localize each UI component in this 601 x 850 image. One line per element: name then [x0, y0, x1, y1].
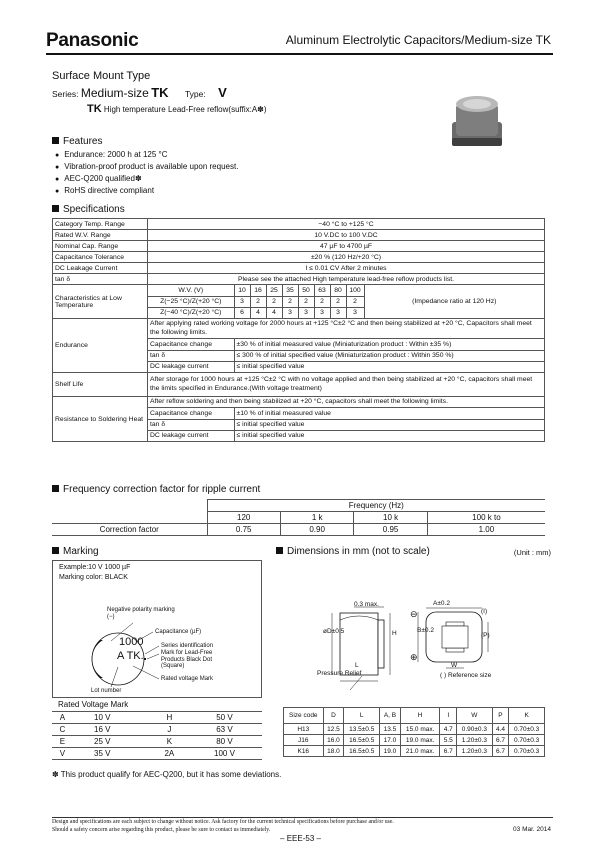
freq-heading: Frequency correction factor for ripple current	[52, 484, 260, 495]
spec-label: Resistance to Soldering Heat	[53, 397, 148, 442]
dims-header: L	[344, 708, 380, 724]
dims-cell: 6.7	[440, 746, 457, 757]
solder-intro: After reflow soldering and then being stabilized at +20 °C, capacitors shall meet the following limits.	[148, 397, 544, 408]
z-cell: 2	[282, 296, 298, 307]
dim-label-max: 0.3 max.	[354, 601, 379, 608]
callout-negative: Negative polarity marking (−)	[107, 607, 175, 620]
freq-table	[52, 499, 545, 536]
rvm-voltage: 16 V	[73, 724, 132, 736]
table-row	[52, 724, 262, 736]
rvm-voltage: 80 V	[187, 736, 262, 748]
spec-label: Endurance	[53, 319, 148, 373]
footer-line: Should a safety concern arise regarding this product, please be sure to contact us immediately.	[52, 826, 271, 833]
spec-value: −40 °C to +125 °C	[148, 219, 545, 230]
factor-cell: 1.00	[427, 524, 545, 536]
callout-capacitance: Capacitance (µF)	[155, 629, 202, 635]
feature-item: ● AEC-Q200 qualified✽	[55, 173, 238, 185]
dims-cell: 13.5±0.5	[344, 724, 380, 735]
spec-value: Please see the attached High temperature lead-free reflow products list.	[148, 274, 545, 285]
dims-cell: 0.70±0.3	[509, 724, 545, 735]
callout-mark: Mark for Lead-Free Products Black Dot (Square)	[161, 650, 213, 669]
spec-row	[53, 263, 545, 274]
limit-key: Capacitance change	[148, 408, 234, 419]
spec-row	[53, 219, 545, 230]
footer-date: 03 Mar. 2014	[513, 826, 551, 833]
impedance-note: (Impedance ratio at 120 Hz)	[412, 298, 497, 305]
z-cell: 6	[234, 307, 250, 318]
spec-label: Shelf Life	[53, 373, 148, 397]
limit-value: ≤ initial specified value	[236, 432, 305, 440]
z-cell: 3	[234, 296, 250, 307]
spec-row	[53, 241, 545, 252]
series-label: Series:	[52, 89, 79, 99]
dims-cell: 19.0	[380, 746, 401, 757]
footer-disclaimer	[52, 819, 394, 834]
marking-body-code: A TK.	[117, 650, 144, 662]
z-cell: 4	[266, 307, 282, 318]
mount-type-heading: Surface Mount Type	[52, 70, 151, 82]
brand-logo: Panasonic	[46, 30, 139, 51]
page-header-title: Aluminum Electrolytic Capacitors/Medium-size TK	[285, 33, 551, 47]
tk-line	[87, 103, 267, 115]
freq-cell: 120	[207, 512, 280, 524]
dim-label-relief: Pressure Relief	[317, 670, 362, 677]
freq-cell: 1 k	[280, 512, 353, 524]
freq-cell: 100 k to	[427, 512, 545, 524]
feature-item: ● Vibration-proof product is available upon request.	[55, 161, 238, 173]
features-heading: Features	[52, 136, 102, 147]
dims-cell: 4.4	[492, 724, 509, 735]
marking-heading: Marking	[52, 546, 99, 557]
voltage-cell: 50	[298, 285, 314, 296]
spec-value: I ≤ 0.01 CV After 2 minutes	[148, 263, 545, 274]
spec-value: 47 µF to 4700 µF	[148, 241, 545, 252]
factor-cell: 0.90	[280, 524, 353, 536]
voltage-cell: 63	[314, 285, 330, 296]
dims-cell: 16.5±0.5	[344, 735, 380, 746]
voltage-cell: 16	[250, 285, 266, 296]
tk-prefix: TK	[87, 103, 102, 115]
low-temp-table	[148, 285, 544, 318]
dims-header: W	[457, 708, 493, 724]
z-cell: 2	[346, 296, 364, 307]
spec-label: Rated W.V. Range	[53, 230, 148, 241]
dims-cell: 1.20±0.3	[457, 746, 493, 757]
marking-box	[52, 560, 262, 698]
rvm-code: H	[152, 712, 187, 724]
limit-key: DC leakage current	[148, 430, 234, 441]
dims-header: H	[400, 708, 440, 724]
page-number: – EEE-53 –	[280, 834, 321, 843]
dims-cell: 19.0 max.	[400, 735, 440, 746]
freq-row-label: Correction factor	[52, 524, 207, 536]
table-row	[52, 712, 262, 724]
type-value: V	[218, 85, 227, 100]
z-cell: 3	[330, 307, 346, 318]
dim-label-l: L	[355, 662, 359, 669]
series-value-b: TK	[151, 85, 169, 100]
z-cell: 3	[282, 307, 298, 318]
dims-cell: 1.20±0.3	[457, 735, 493, 746]
features-list	[55, 149, 238, 197]
dims-cell: H13	[284, 724, 324, 735]
callout-series: Series identification	[161, 643, 214, 649]
dims-cell: 17.0	[380, 735, 401, 746]
rvm-voltage: 100 V	[187, 748, 262, 760]
marking-example: Example:10 V 1000 µF	[59, 564, 131, 571]
spec-row	[53, 274, 545, 285]
dim-label-a: A±0.2	[433, 600, 450, 607]
solder-table	[148, 408, 544, 441]
endurance-intro: After applying rated working voltage for 2000 hours at +125 °C±2 °C and then being stabilized at +20 °C, Capacitors shall meet the following limits.	[148, 319, 544, 339]
rvm-code: C	[52, 724, 73, 736]
rvm-code: V	[52, 748, 73, 760]
dims-cell: 4.7	[440, 724, 457, 735]
voltage-cell: 100	[346, 285, 364, 296]
dims-cell: 6.7	[492, 735, 509, 746]
voltage-cell: 80	[330, 285, 346, 296]
rvm-code: A	[52, 712, 73, 724]
type-label: Type:	[184, 89, 206, 99]
dims-header: P	[492, 708, 509, 724]
spec-label: DC Leakage Current	[53, 263, 148, 274]
dims-cell: 12.5	[323, 724, 344, 735]
dims-header: D	[323, 708, 344, 724]
marking-color: Marking color: BLACK	[59, 574, 128, 581]
rvm-voltage: 35 V	[73, 748, 132, 760]
limit-key: tan δ	[148, 350, 234, 361]
dims-cell: 18.0	[323, 746, 344, 757]
dim-label-i: (I)	[481, 608, 488, 615]
z-cell: 2	[298, 296, 314, 307]
footer-rule	[52, 817, 553, 818]
spec-label: Capacitance Tolerance	[53, 252, 148, 263]
limit-value: ±30 % of initial measured value (Miniaturization product : Within ±35 %)	[236, 340, 452, 348]
dims-unit: (Unit : mm)	[513, 548, 551, 557]
minus-terminal-icon: ⊖	[410, 609, 418, 619]
spec-row-shelf	[53, 373, 545, 397]
z-cell: 2	[314, 296, 330, 307]
specs-heading: Specifications	[52, 204, 125, 215]
dims-heading: Dimensions in mm (not to scale)	[276, 546, 430, 557]
endurance-table	[148, 339, 544, 372]
shelf-text: After storage for 1000 hours at +125 °C±2 °C with no voltage applied and then being stabilized at +20 °C, capacitors shall meet the limits specified in Endurance.(With voltage treatment)	[148, 373, 545, 397]
dims-cell: 6.7	[492, 746, 509, 757]
z-cell: 2	[266, 296, 282, 307]
factor-cell: 0.95	[354, 524, 427, 536]
dims-cell: 15.0 max.	[400, 724, 440, 735]
rvm-code: 2A	[152, 748, 187, 760]
dims-cell: 0.70±0.3	[509, 735, 545, 746]
rated-voltage-table	[52, 711, 262, 760]
dims-header: Size code	[284, 708, 324, 724]
rvm-code: K	[152, 736, 187, 748]
spec-row	[53, 230, 545, 241]
rvm-voltage: 10 V	[73, 712, 132, 724]
spec-value: 10 V.DC to 100 V.DC	[148, 230, 545, 241]
spec-label: Nominal Cap. Range	[53, 241, 148, 252]
dim-label-d: øD±0.5	[323, 628, 345, 635]
rvm-code: E	[52, 736, 73, 748]
rvm-voltage: 50 V	[187, 712, 262, 724]
dim-label-b: B±0.2	[417, 627, 434, 634]
tk-desc: High temperature Lead-Free reflow(suffix:A✽)	[103, 105, 267, 114]
spec-label: Characteristics at Low Temperature	[53, 285, 148, 319]
limit-key: tan δ	[148, 419, 234, 430]
table-row	[284, 746, 545, 757]
limit-key: Capacitance change	[148, 339, 234, 350]
series-value-a: Medium-size	[80, 86, 149, 100]
header-rule	[46, 53, 553, 55]
dimensions-table	[283, 707, 545, 757]
factor-cell: 0.75	[207, 524, 280, 536]
table-row	[52, 736, 262, 748]
spec-row	[53, 252, 545, 263]
dims-cell: 0.90±0.3	[457, 724, 493, 735]
rvm-voltage: 25 V	[73, 736, 132, 748]
freq-header: Frequency (Hz)	[207, 500, 545, 512]
dimensions-drawing	[276, 560, 546, 700]
marking-drawing	[53, 561, 263, 699]
footer-line: Design and specifications are each subject to change without notice. Ask factory for the current technical specifications before purchase and/or use.	[52, 819, 394, 825]
dim-label-p: (P)	[481, 632, 490, 639]
limit-value: ±10 % of initial measured value	[236, 409, 331, 417]
callout-rated: Rated voltage Mark	[161, 676, 214, 682]
z-cell: 2	[330, 296, 346, 307]
voltage-cell: 35	[282, 285, 298, 296]
limit-value: ≤ initial specified value	[236, 421, 305, 428]
dims-cell: K16	[284, 746, 324, 757]
dim-label-w: W	[451, 662, 458, 669]
plus-terminal-icon: ⊕	[410, 652, 418, 662]
limit-key: DC leakage current	[148, 361, 234, 372]
z-cell: 4	[250, 307, 266, 318]
aec-note: ✽ This product qualify for AEC-Q200, but it has some deviations.	[52, 770, 282, 779]
z-cell: 3	[346, 307, 364, 318]
freq-cell: 10 k	[354, 512, 427, 524]
z-row-label: Z(−40 °C)/Z(+20 °C)	[148, 307, 234, 318]
dims-cell: J16	[284, 735, 324, 746]
callout-lot: Lot number	[91, 688, 122, 694]
spec-row-solder	[53, 397, 545, 442]
dims-cell: 16.0	[323, 735, 344, 746]
feature-item: ● RoHS directive compliant	[55, 185, 238, 197]
dims-cell: 16.5±0.5	[344, 746, 380, 757]
spec-value: ±20 % (120 Hz/+20 °C)	[148, 252, 545, 263]
voltage-cell: 10	[234, 285, 250, 296]
table-row	[284, 724, 545, 735]
rvm-heading: Rated Voltage Mark	[58, 700, 129, 709]
series-line	[52, 85, 227, 100]
z-cell: 3	[314, 307, 330, 318]
feature-item: ● Endurance: 2000 h at 125 °C	[55, 149, 238, 161]
spec-label: tan δ	[53, 274, 148, 285]
dim-label-h: H	[392, 630, 397, 637]
limit-value: ≤ initial specified value	[236, 363, 305, 371]
spec-row-low-temp	[53, 285, 545, 319]
marking-body-cap: 1000	[119, 636, 144, 648]
specs-table	[52, 218, 545, 442]
limit-value: ≤ 300 % of initial specified value (Miniaturization product : Within 350 %)	[236, 352, 454, 359]
spec-row-endurance	[53, 319, 545, 373]
dims-cell: 0.70±0.3	[509, 746, 545, 757]
dim-label-ref: ( ) Reference size	[440, 672, 492, 679]
dims-header: I	[440, 708, 457, 724]
spec-label: Category Temp. Range	[53, 219, 148, 230]
z-cell: 3	[298, 307, 314, 318]
capacitor-image	[448, 92, 506, 152]
table-row	[284, 708, 545, 724]
rvm-code: J	[152, 724, 187, 736]
dims-header: A, B	[380, 708, 401, 724]
dims-cell: 5.5	[440, 735, 457, 746]
table-row	[284, 735, 545, 746]
dims-header: K	[509, 708, 545, 724]
rvm-voltage: 63 V	[187, 724, 262, 736]
voltage-cell: 25	[266, 285, 282, 296]
wv-label: W.V. (V)	[148, 285, 234, 296]
dims-cell: 13.5	[380, 724, 401, 735]
table-row	[52, 748, 262, 760]
z-row-label: Z(−25 °C)/Z(+20 °C)	[148, 296, 234, 307]
z-cell: 2	[250, 296, 266, 307]
dims-cell: 21.0 max.	[400, 746, 440, 757]
